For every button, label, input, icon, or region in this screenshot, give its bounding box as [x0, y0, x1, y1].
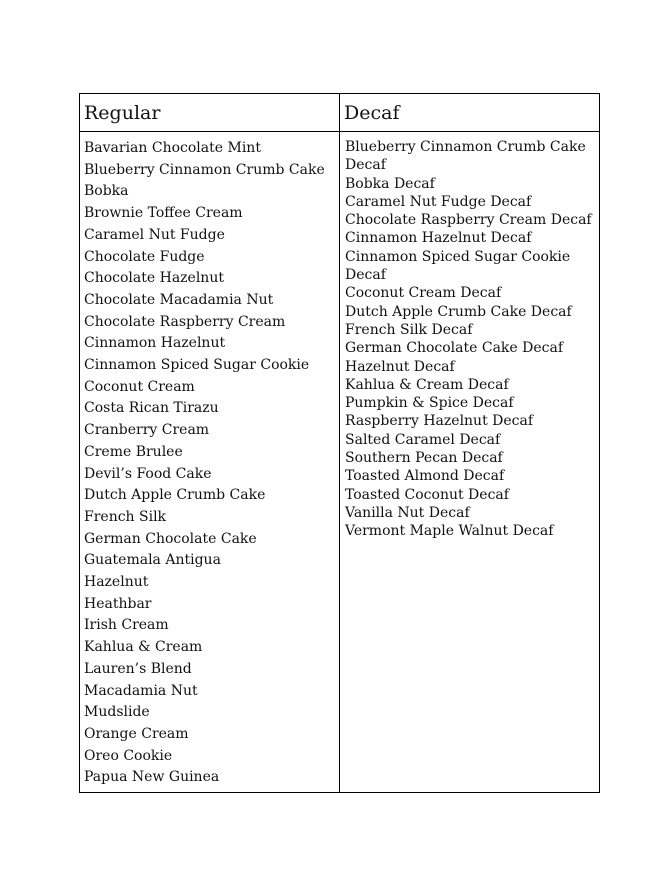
regular-header: Regular — [80, 94, 340, 131]
regular-flavor-item: Cranberry Cream — [84, 422, 210, 439]
regular-flavor-item: Cinnamon Hazelnut — [84, 335, 226, 352]
decaf-flavor-item: Kahlua & Cream Decaf — [345, 376, 509, 393]
regular-flavor-item: Devil’s Food Cake — [84, 465, 212, 482]
decaf-flavor-item: Toasted Coconut Decaf — [345, 486, 509, 503]
regular-flavor-item: Orange Cream — [84, 725, 189, 742]
decaf-flavor-item: Chocolate Raspberry Cream Decaf — [345, 212, 592, 229]
decaf-flavor-item: Cinnamon Spiced Sugar Cookie — [345, 248, 571, 265]
decaf-header: Decaf — [344, 102, 400, 124]
regular-flavor-item: Costa Rican Tirazu — [84, 400, 219, 417]
decaf-flavor-item: Bobka Decaf — [345, 175, 435, 192]
regular-flavor-item: Dutch Apple Crumb Cake — [84, 487, 266, 504]
decaf-flavor-item: Vermont Maple Walnut Decaf — [345, 523, 554, 540]
decaf-flavor-item: Raspberry Hazelnut Decaf — [345, 413, 534, 430]
regular-flavor-item: Cinnamon Spiced Sugar Cookie — [84, 357, 310, 374]
table-header-row — [80, 94, 599, 132]
decaf-column — [340, 132, 599, 792]
table-body-row — [80, 132, 599, 792]
regular-flavor-item: Chocolate Raspberry Cream — [84, 313, 286, 330]
regular-flavor-item: Lauren’s Blend — [84, 660, 192, 677]
decaf-flavor-item: Southern Pecan Decaf — [345, 450, 503, 467]
regular-flavor-item: Heathbar — [84, 595, 152, 612]
regular-flavor-item: German Chocolate Cake — [84, 530, 257, 547]
regular-flavor-item: Guatemala Antigua — [84, 552, 221, 569]
decaf-flavor-item: Salted Caramel Decaf — [345, 431, 501, 448]
decaf-flavor-item: Coconut Cream Decaf — [345, 285, 502, 302]
decaf-flavor-item: Decaf — [345, 267, 386, 284]
regular-column — [80, 132, 340, 792]
regular-flavor-item: Chocolate Hazelnut — [84, 270, 224, 287]
decaf-flavor-item: Blueberry Cinnamon Crumb Cake — [345, 139, 586, 155]
decaf-flavor-item: Dutch Apple Crumb Cake Decaf — [345, 303, 572, 320]
regular-flavor-item: Brownie Toffee Cream — [84, 205, 243, 222]
flavor-table — [79, 93, 600, 793]
decaf-flavor-item: Pumpkin & Spice Decaf — [345, 395, 514, 412]
regular-flavor-item: Chocolate Fudge — [84, 248, 205, 265]
regular-flavor-item: Creme Brulee — [84, 443, 183, 460]
decaf-flavor-item: Toasted Almond Decaf — [345, 468, 505, 485]
decaf-flavor-item: Cinnamon Hazelnut Decaf — [345, 230, 532, 247]
decaf-flavor-item: Hazelnut Decaf — [345, 358, 455, 375]
regular-flavor-item: Kahlua & Cream — [84, 639, 203, 656]
decaf-flavor-item: French Silk Decaf — [345, 321, 473, 338]
regular-flavor-list — [84, 138, 339, 789]
regular-flavor-item: French Silk — [84, 508, 167, 525]
decaf-flavor-item: Decaf — [345, 157, 386, 174]
regular-flavor-item: Bavarian Chocolate Mint — [84, 140, 261, 156]
decaf-flavor-item: Vanilla Nut Decaf — [345, 504, 470, 521]
decaf-flavor-item: German Chocolate Cake Decaf — [345, 340, 564, 357]
regular-flavor-item: Irish Cream — [84, 617, 169, 634]
regular-flavor-item: Oreo Cookie — [84, 747, 173, 764]
regular-flavor-item: Macadamia Nut — [84, 682, 198, 699]
regular-flavor-item: Bobka — [84, 183, 129, 200]
regular-flavor-item: Coconut Cream — [84, 378, 195, 395]
regular-flavor-item: Caramel Nut Fudge — [84, 226, 225, 243]
regular-flavor-item: Papua New Guinea — [84, 769, 220, 786]
regular-flavor-item: Chocolate Macadamia Nut — [84, 291, 274, 308]
regular-flavor-item: Mudslide — [84, 704, 150, 721]
decaf-flavor-list — [345, 138, 599, 541]
regular-flavor-item: Hazelnut — [84, 574, 149, 591]
regular-flavor-item: Blueberry Cinnamon Crumb Cake — [84, 161, 325, 178]
decaf-flavor-item: Caramel Nut Fudge Decaf — [345, 193, 532, 210]
